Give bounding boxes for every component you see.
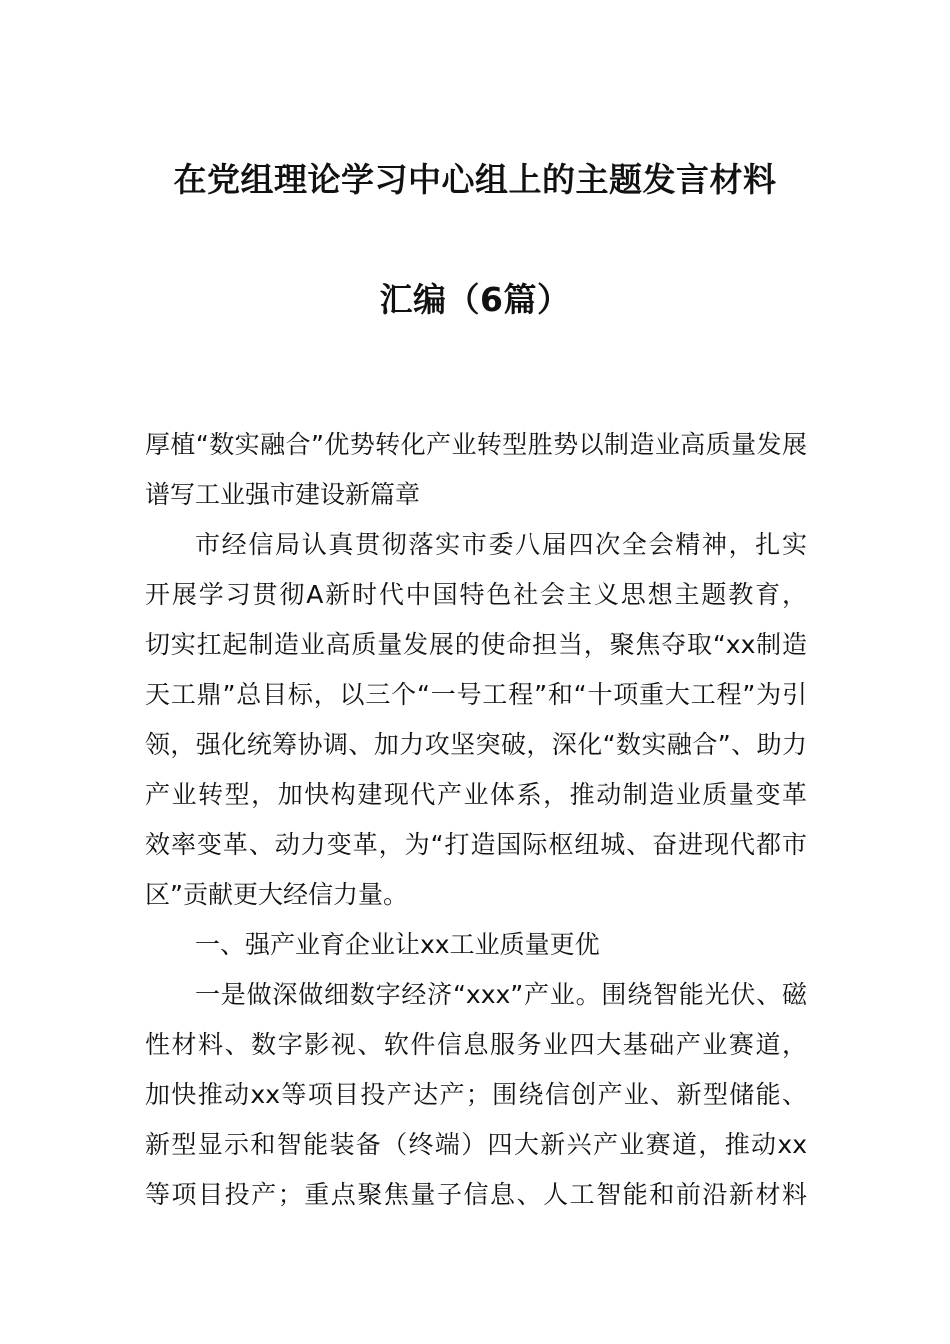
paragraph-line: 一是做深做细数字经济“xxx”产业。围绕智能光伏、磁: [195, 980, 807, 1009]
document-body: [145, 420, 807, 1220]
paragraph-line: 区”贡献更大经信力量。: [145, 880, 408, 909]
paragraph-line: 切实扛起制造业高质量发展的使命担当，聚焦夺取“xx制造: [145, 630, 807, 659]
paragraph-line: 产业转型，加快构建现代产业体系，推动制造业质量变革: [145, 780, 807, 809]
paragraph-line: 加快推动xx等项目投产达产；围绕信创产业、新型储能、: [145, 1080, 807, 1109]
paragraph-line: 性材料、数字影视、软件信息服务业四大基础产业赛道，: [145, 1030, 807, 1059]
document-title-line-2: 汇编（6篇）: [379, 280, 571, 319]
paragraph-line: 领，强化统筹协调、加力攻坚突破，深化“数实融合”、助力: [145, 730, 807, 759]
paragraph-line: 效率变革、动力变革，为“打造国际枢纽城、奋进现代都市: [145, 830, 807, 859]
article-heading-line-2: 谱写工业强市建设新篇章: [145, 480, 421, 509]
section-heading: 一、强产业育企业让xx工业质量更优: [195, 930, 600, 959]
document-title-line-1: 在党组理论学习中心组上的主题发言材料: [173, 160, 777, 199]
paragraph-line: 开展学习贯彻A新时代中国特色社会主义思想主题教育，: [145, 580, 807, 609]
paragraph-line: 新型显示和智能装备（终端）四大新兴产业赛道，推动xx: [145, 1130, 807, 1159]
paragraph-line: 等项目投产；重点聚焦量子信息、人工智能和前沿新材料: [145, 1180, 807, 1209]
paragraph-line: 市经信局认真贯彻落实市委八届四次全会精神，扎实: [195, 530, 807, 559]
paragraph-line: 天工鼎”总目标，以三个“一号工程”和“十项重大工程”为引: [145, 680, 807, 709]
article-heading-line-1: 厚植“数实融合”优势转化产业转型胜势以制造业高质量发展: [145, 430, 807, 459]
